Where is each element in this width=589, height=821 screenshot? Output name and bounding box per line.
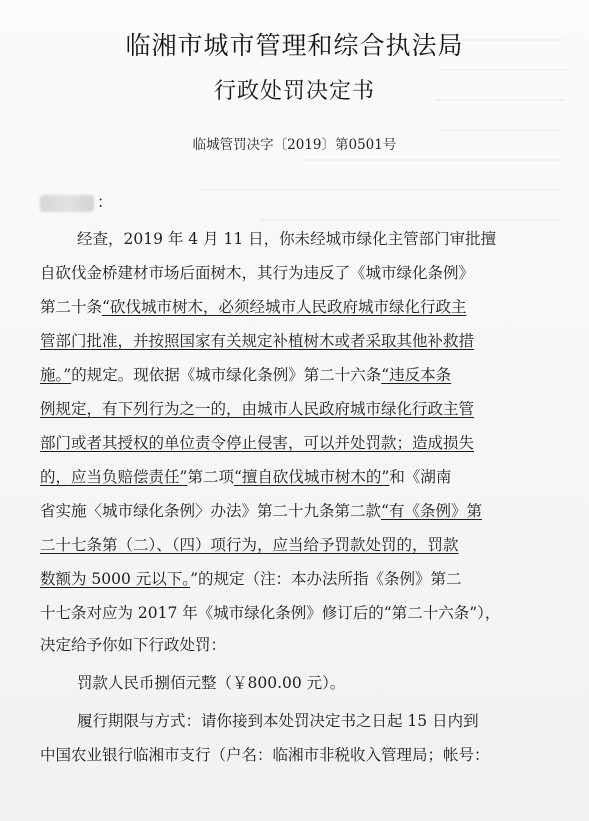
body-line-9: 省实施〈城市绿化条例〉办法》第二十九条第二款“有《条例》第	[40, 502, 482, 520]
penalty-line: 罚款人民币捌佰元整（￥800.00 元）。	[77, 674, 346, 692]
addressee-colon: ：	[97, 193, 113, 211]
body-line-8: 的，应当负赔偿责任”第二项“擅自砍伐城市树木的”和《湖南	[40, 468, 452, 486]
document-number: 临城管罚决字〔2019〕第0501号	[192, 137, 397, 153]
body-line-7: 部门或者其授权的单位责令停止侵害，可以并处罚款；造成损失	[40, 434, 475, 452]
payment-line-2: 中国农业银行临湘市支行（户名：临湘市非税收入管理局；帐号：	[40, 746, 490, 764]
document-title: 行政处罚决定书	[213, 79, 375, 104]
body-line-12: 十七条对应为 2017 年《城市绿化条例》修订后的“第二十六条”），	[40, 604, 501, 622]
body-line-10: 二十七条第（二）、（四）项行为，应当给予罚款处罚的，罚款	[40, 536, 459, 554]
body-line-5: 施。”的规定。现依据《城市绿化条例》第二十六条“违反本条	[40, 366, 452, 384]
body-line-3: 第二十条“砍伐城市树木，必须经城市人民政府城市绿化行政主	[40, 298, 467, 316]
body-line-2: 自砍伐金桥建材市场后面树木，其行为违反了《城市绿化条例》	[40, 264, 475, 282]
body-line-4: 管部门批准，并按照国家有关规定补植树木或者采取其他补救措	[40, 332, 475, 350]
body-line-11: 数额为 5000 元以下。”的规定（注：本办法所指《条例》第二	[40, 570, 462, 588]
body-line-1: 经查，2019 年 4 月 11 日，你未经城市绿化主管部门审批擅	[77, 230, 497, 248]
payment-line-1: 履行期限与方式：请你接到本处罚决定书之日起 15 日内到	[77, 712, 479, 730]
addressee	[40, 190, 113, 212]
body-line-6: 例规定，有下列行为之一的，由城市人民政府城市绿化行政主管	[40, 400, 475, 418]
issuing-organization: 临湘市城市管理和综合执法局	[125, 31, 464, 60]
redacted-name-block	[40, 195, 94, 212]
body-line-13: 决定给予你如下行政处罚：	[40, 636, 227, 654]
